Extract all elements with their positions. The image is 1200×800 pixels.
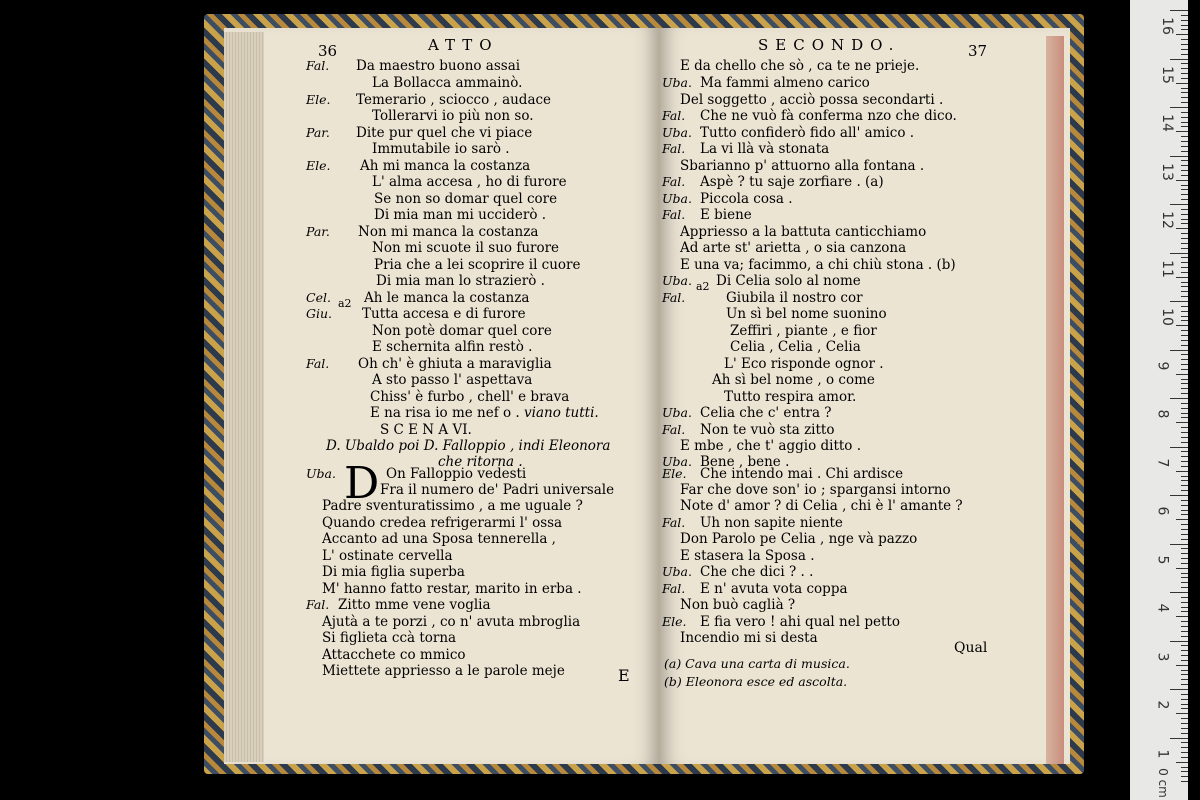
ruler-tick [1181, 335, 1188, 336]
right-page-header: SECONDO. [758, 36, 901, 54]
ruler-tick [1181, 704, 1188, 705]
text-line: Tutto confiderò fido all' amico . [700, 125, 915, 141]
text-line: Attacchete co mmico [322, 647, 466, 663]
ruler-tick [1181, 655, 1188, 656]
ruler-tick [1181, 354, 1188, 355]
ruler-tick [1181, 684, 1188, 685]
text-line: On Falloppio vedesti [386, 466, 527, 482]
ruler-tick [1181, 626, 1188, 627]
text-line: Celia , Celia , Celia [730, 339, 861, 355]
ruler-tick [1170, 544, 1188, 545]
ruler-number: 10 [1158, 308, 1175, 326]
ruler-number: 16 [1158, 17, 1175, 35]
ruler-tick [1181, 432, 1188, 433]
text-line: Che ne vuò fà conferma nzo che dico. [700, 108, 957, 124]
ruler-tick [1176, 665, 1188, 666]
ruler-tick [1181, 92, 1188, 93]
ruler-tick [1181, 219, 1188, 220]
speaker-label: Cel. [306, 290, 331, 305]
ruler-number: 6 [1154, 506, 1171, 516]
speaker-label: Uba. [306, 466, 336, 481]
text-line: Uh non sapite niente [700, 515, 843, 531]
ruler-tick [1181, 185, 1188, 186]
speaker-label: Uba. [662, 564, 692, 579]
ruler-tick [1181, 25, 1188, 26]
ruler-tick [1181, 621, 1188, 622]
ruler-tick [1176, 762, 1188, 763]
ruler-tick [1170, 398, 1188, 399]
ruler-tick [1181, 122, 1188, 123]
ruler-tick [1181, 442, 1188, 443]
ruler-tick [1181, 466, 1188, 467]
ruler-tick [1181, 160, 1188, 161]
speaker-label: Ele. [662, 614, 687, 629]
ruler-tick [1181, 708, 1188, 709]
ruler-tick [1170, 350, 1188, 351]
ruler-tick [1181, 257, 1188, 258]
text-line: Di mia figlia superba [322, 564, 465, 580]
ruler-tick [1181, 582, 1188, 583]
speaker-label: Fal. [662, 290, 686, 305]
ruler-tick [1181, 510, 1188, 511]
speaker-label: Ele. [306, 158, 331, 173]
text-line: Un sì bel nome suonino [726, 306, 887, 322]
ruler-tick [1176, 34, 1188, 35]
speaker-label: Uba. [662, 125, 692, 140]
text-line: Bene , bene . [700, 454, 790, 470]
ruler-number: 7 [1154, 458, 1171, 467]
ruler-tick [1181, 311, 1188, 312]
ruler-tick [1181, 437, 1188, 438]
speaker-label: Uba. [662, 191, 692, 206]
text-line: Aspè ? tu saje zorfiare . (a) [700, 174, 884, 190]
ruler-tick [1181, 747, 1188, 748]
ruler-tick [1181, 117, 1188, 118]
speaker-label: Fal. [662, 581, 686, 596]
ruler-tick [1181, 548, 1188, 549]
ruler-tick [1181, 781, 1188, 782]
ruler-tick [1181, 73, 1188, 74]
ruler-tick [1181, 209, 1188, 210]
ruler-tick [1181, 78, 1188, 79]
right-page-number: 37 [968, 42, 988, 60]
ruler-tick [1181, 243, 1188, 244]
text-line: Ajutà a te porzi , co n' avuta mbroglia [322, 614, 581, 630]
ruler-tick [1181, 63, 1188, 64]
ruler-tick [1181, 417, 1188, 418]
ruler-tick [1181, 611, 1188, 612]
ruler-tick [1170, 301, 1188, 302]
ruler-tick [1170, 10, 1188, 11]
ruler-tick [1170, 689, 1188, 690]
text-line: Che intendo mai . Chi ardisce [700, 466, 904, 482]
ruler-tick [1181, 194, 1188, 195]
text-line: Che che dici ? . . [700, 564, 814, 580]
ruler-tick [1181, 723, 1188, 724]
text-line: Accanto ad una Sposa tennerella , [322, 531, 556, 547]
text-line: Non mi manca la costanza [358, 224, 539, 240]
speaker-label: Uba. [662, 273, 692, 288]
ruler-tick [1181, 88, 1188, 89]
ruler-number: 1 [1154, 749, 1171, 758]
text-line: E mbe , che t' aggio ditto . [680, 438, 862, 454]
text-line: S C E N A VI. [380, 422, 472, 438]
ruler-tick [1181, 316, 1188, 317]
text-line: Padre sventuratissimo , a me uguale ? [322, 498, 583, 514]
ruler-tick [1181, 102, 1188, 103]
ruler-tick [1181, 602, 1188, 603]
ruler-tick [1181, 20, 1188, 21]
ruler-tick [1181, 514, 1188, 515]
stage-direction: viano tutti. [519, 405, 599, 421]
ruler-tick [1181, 718, 1188, 719]
ruler-tick [1181, 146, 1188, 147]
ruler-tick [1176, 471, 1188, 472]
text-line: L' alma accesa , ho di furore [372, 174, 567, 190]
drop-cap: D [344, 458, 380, 509]
ruler-tick [1181, 461, 1188, 462]
ruler-tick [1181, 39, 1188, 40]
text-line: Immutabile io sarò . [372, 141, 510, 157]
ruler-tick [1181, 485, 1188, 486]
ruler-tick [1181, 44, 1188, 45]
text-line: Zitto mme vene voglia [338, 597, 491, 613]
ruler-tick [1176, 325, 1188, 326]
scale-ruler [1130, 0, 1188, 800]
page-edges [224, 32, 264, 762]
ruler-tick [1181, 68, 1188, 69]
ruler-number: 12 [1158, 211, 1175, 229]
ruler-tick [1181, 694, 1188, 695]
ruler-tick [1181, 490, 1188, 491]
ruler-tick [1181, 54, 1188, 55]
ruler-tick [1181, 136, 1188, 137]
text-line: La vi llà và stonata [700, 141, 830, 157]
speaker-label: Uba. [662, 75, 692, 90]
ruler-tick [1181, 679, 1188, 680]
ruler-tick [1181, 597, 1188, 598]
ruler-tick [1181, 320, 1188, 321]
ruler-tick [1181, 262, 1188, 263]
ruler-tick [1181, 141, 1188, 142]
speaker-label: Ele. [306, 92, 331, 107]
speaker-label: Par. [306, 125, 330, 140]
text-line: E una va; facimmo, a chi chiù stona . (b) [680, 257, 956, 273]
ruler-tick [1181, 699, 1188, 700]
ruler-tick [1181, 267, 1188, 268]
ruler-tick [1181, 29, 1188, 30]
ruler-tick [1170, 156, 1188, 157]
ruler-tick [1176, 616, 1188, 617]
speaker-label: Fal. [306, 597, 330, 612]
ruler-tick [1181, 175, 1188, 176]
footnote: (b) Eleonora esce ed ascolta. [664, 674, 848, 689]
ruler-tick [1181, 767, 1188, 768]
speaker-label: Fal. [662, 141, 686, 156]
text-line: Dite pur quel che vi piace [356, 125, 533, 141]
text-line: E stasera la Sposa . [680, 548, 815, 564]
ruler-tick [1181, 383, 1188, 384]
ruler-tick [1181, 359, 1188, 360]
ruler-number: 4 [1154, 603, 1171, 613]
text-line: Quando credea refrigerarmi l' ossa [322, 515, 563, 531]
ruler-tick [1181, 126, 1188, 127]
ruler-tick [1181, 408, 1188, 409]
ruler-tick [1176, 568, 1188, 569]
ruler-tick [1181, 291, 1188, 292]
text-line: Incendio mi si desta [680, 630, 818, 646]
ruler-tick [1181, 733, 1188, 734]
text-line: Chiss' è furbo , chell' e brava [370, 389, 570, 405]
ruler-tick [1181, 238, 1188, 239]
footnote: (a) Cava una carta di musica. [664, 656, 850, 671]
ruler-tick [1181, 553, 1188, 554]
ruler-tick [1176, 519, 1188, 520]
text-line: Pria che a lei scoprire il cuore [374, 257, 581, 273]
text-line: E fia vero ! ahi qual nel petto [700, 614, 900, 630]
text-line: Si figlieta ccà torna [322, 630, 457, 646]
ruler-tick [1181, 413, 1188, 414]
ruler-tick [1170, 495, 1188, 496]
speaker-label: Par. [306, 224, 330, 239]
ruler-tick [1181, 534, 1188, 535]
ruler-tick [1170, 59, 1188, 60]
ruler-tick [1181, 529, 1188, 530]
ruler-tick [1181, 296, 1188, 297]
ruler-tick [1181, 563, 1188, 564]
ruler-tick [1181, 670, 1188, 671]
ruler-tick [1181, 340, 1188, 341]
ruler-tick [1181, 728, 1188, 729]
speaker-label: Fal. [662, 174, 686, 189]
ruler-tick [1176, 228, 1188, 229]
speaker-label: Fal. [662, 108, 686, 123]
ruler-tick [1181, 306, 1188, 307]
ruler-tick [1176, 131, 1188, 132]
ruler-tick [1181, 505, 1188, 506]
text-line: E schernita alfin restò . [372, 339, 533, 355]
text-line: Ah le manca la costanza [364, 290, 530, 306]
ruler-tick [1181, 558, 1188, 559]
speaker-label: Fal. [662, 515, 686, 530]
ruler-number: 3 [1154, 652, 1171, 661]
ruler-tick [1181, 476, 1188, 477]
ruler-tick [1170, 107, 1188, 108]
speaker-label: Giu. [306, 306, 333, 321]
text-line: Temerario , sciocco , audace [356, 92, 552, 108]
text-line: Tollerarvi io più non so. [372, 108, 534, 124]
ruler-tick [1181, 345, 1188, 346]
ruler-tick [1181, 587, 1188, 588]
speaker-label: Uba. [662, 405, 692, 420]
ruler-tick [1181, 379, 1188, 380]
text-line: Non mi scuote il suo furore [372, 240, 560, 256]
ruler-tick [1181, 282, 1188, 283]
right-catchword: Qual [954, 640, 988, 656]
ruler-tick [1181, 742, 1188, 743]
text-line: E biene [700, 207, 752, 223]
ruler-tick [1181, 223, 1188, 224]
text-line: D. Ubaldo poi D. Falloppio , indi Eleonora [326, 438, 611, 454]
a2-marker-right: a2 [696, 280, 710, 293]
ruler-number: 15 [1158, 65, 1175, 84]
ruler-tick [1181, 631, 1188, 632]
ruler-tick [1176, 422, 1188, 423]
left-page-header: ATTO [428, 36, 499, 54]
ruler-tick [1181, 500, 1188, 501]
ruler-tick [1170, 253, 1188, 254]
ruler-tick [1181, 97, 1188, 98]
ruler-tick [1181, 451, 1188, 452]
speaker-label: Fal. [662, 422, 686, 437]
text-line: che ritorna . [438, 454, 523, 470]
ruler-tick [1181, 674, 1188, 675]
text-line: Appriesso a la battuta canticchiamo [680, 224, 927, 240]
ruler-tick [1181, 771, 1188, 772]
ruler-tick [1170, 592, 1188, 593]
text-line: Ah sì bel nome , o come [712, 372, 875, 388]
ruler-number: 14 [1158, 114, 1175, 132]
text-line: E da chello che sò , ca te ne prieje. [680, 58, 920, 74]
ruler-tick [1181, 573, 1188, 574]
text-line: A sto passo l' aspettava [372, 372, 533, 388]
left-page-number: 36 [318, 42, 338, 60]
ruler-unit: 0 cm [1155, 768, 1170, 798]
ruler-tick [1176, 83, 1188, 84]
text-line: Miettete appriesso a le parole meje [322, 663, 565, 679]
text-line: Celia che c' entra ? [700, 405, 832, 421]
text-line: M' hanno fatto restar, marito in erba . [322, 581, 582, 597]
ruler-tick [1181, 112, 1188, 113]
ruler-tick [1181, 524, 1188, 525]
text-line: Zeffiri , piante , e fior [730, 323, 877, 339]
text-line: Piccola cosa . [700, 191, 793, 207]
text-line: Sbarianno p' attuorno alla fontana . [680, 158, 925, 174]
ruler-tick [1181, 165, 1188, 166]
ruler-number: 13 [1158, 162, 1175, 181]
text-line: E n' avuta vota coppa [700, 581, 848, 597]
ruler-tick [1181, 393, 1188, 394]
ruler-tick [1181, 427, 1188, 428]
text-line: Tutta accesa e di furore [362, 306, 526, 322]
ruler-tick [1170, 447, 1188, 448]
ruler-number: 9 [1154, 361, 1171, 370]
ruler-tick [1181, 199, 1188, 200]
ruler-tick [1181, 480, 1188, 481]
ruler-tick [1181, 577, 1188, 578]
text-line: Don Parolo pe Celia , nge và pazzo [680, 531, 918, 547]
text-line: Se non so domar quel core [374, 191, 558, 207]
ruler-tick [1181, 388, 1188, 389]
ruler-tick [1176, 374, 1188, 375]
text-line: L' ostinate cervella [322, 548, 453, 564]
text-line: Oh ch' è ghiuta a maraviglia [358, 356, 552, 372]
ruler-tick [1176, 277, 1188, 278]
ruler-tick [1181, 272, 1188, 273]
ruler-tick [1181, 539, 1188, 540]
text-line: La Bollacca ammainò. [372, 75, 523, 91]
ruler-tick [1181, 369, 1188, 370]
speaker-label: Ele. [662, 466, 687, 481]
text-line: Di Celia solo al nome [716, 273, 861, 289]
ruler-tick [1181, 286, 1188, 287]
ruler-number: 2 [1154, 700, 1171, 710]
ruler-tick [1181, 645, 1188, 646]
ruler-tick [1181, 636, 1188, 637]
text-line: Non buò caglià ? [680, 597, 796, 613]
ruler-tick [1170, 204, 1188, 205]
ruler-tick [1181, 607, 1188, 608]
left-catchword: E [618, 666, 630, 685]
speaker-label: Uba. [662, 454, 692, 469]
ruler-tick [1181, 151, 1188, 152]
text-line: Ah mi manca la costanza [360, 158, 531, 174]
text-line: E na risa io me nef o . viano tutti. [370, 405, 599, 421]
speaker-label: Fal. [306, 58, 330, 73]
ruler-number: 11 [1158, 259, 1175, 278]
ruler-tick [1181, 330, 1188, 331]
text-line: Non te vuò sta zitto [700, 422, 835, 438]
text-line: Ma fammi almeno carico [700, 75, 870, 91]
text-line: L' Eco risponde ognor . [724, 356, 884, 372]
text-line: Da maestro buono assai [356, 58, 521, 74]
speaker-label: Fal. [662, 207, 686, 222]
ruler-number: 8 [1154, 409, 1171, 419]
text-line: Di mia man lo strazierò . [376, 273, 545, 289]
ruler-tick [1181, 49, 1188, 50]
text-line: Fra il numero de' Padri universale [380, 482, 615, 498]
speaker-label: Fal. [306, 356, 330, 371]
text-line: Tutto respira amor. [724, 389, 857, 405]
ruler-tick [1181, 776, 1188, 777]
a2-marker-left: a2 [338, 297, 352, 310]
ruler-tick [1181, 660, 1188, 661]
ruler-tick [1181, 170, 1188, 171]
ruler-tick [1170, 641, 1188, 642]
ruler-tick [1181, 233, 1188, 234]
ruler-tick [1181, 403, 1188, 404]
ruler-tick [1181, 248, 1188, 249]
text-line: Ad arte st' arietta , o sia canzona [680, 240, 907, 256]
ruler-tick [1176, 180, 1188, 181]
text-line: Note d' amor ? di Celia , chi è l' amante ? [680, 498, 963, 514]
ruler-tick [1181, 15, 1188, 16]
right-page-edge [1046, 36, 1064, 764]
text-line: Del soggetto , acciò possa secondarti . [680, 92, 944, 108]
text-line: Giubila il nostro cor [726, 290, 863, 306]
ruler-tick [1181, 757, 1188, 758]
ruler-number: 5 [1154, 555, 1171, 564]
text-line: Far che dove son' io ; spargansi intorno [680, 482, 951, 498]
text-line: Non potè domar quel core [372, 323, 552, 339]
ruler-tick [1181, 456, 1188, 457]
ruler-tick [1181, 214, 1188, 215]
ruler-tick [1181, 650, 1188, 651]
ruler-tick [1176, 713, 1188, 714]
ruler-tick [1170, 738, 1188, 739]
ruler-tick [1181, 364, 1188, 365]
ruler-tick [1181, 189, 1188, 190]
text-line: Di mia man mi ucciderò . [374, 207, 547, 223]
ruler-tick [1181, 752, 1188, 753]
